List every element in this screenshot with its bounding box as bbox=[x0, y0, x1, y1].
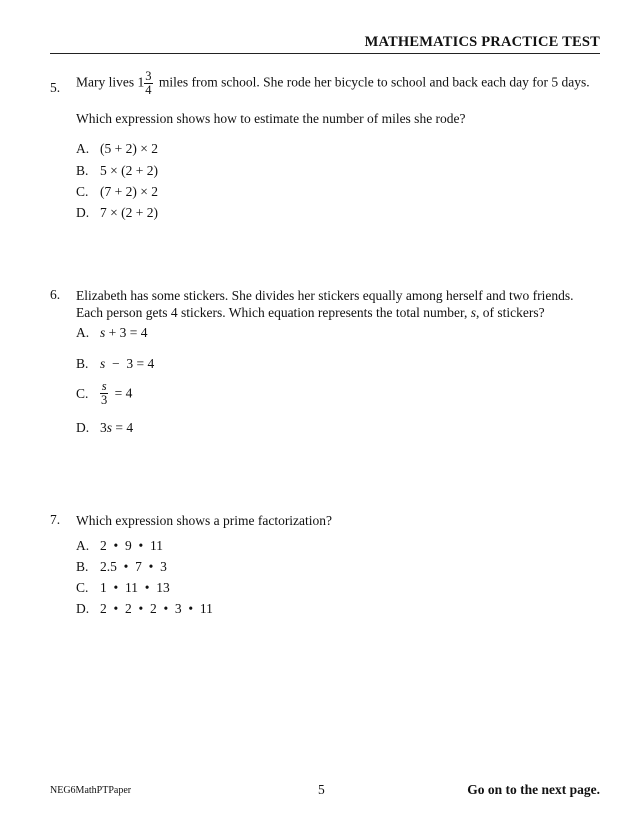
option-coefficient: 3 bbox=[100, 420, 107, 435]
option-variable: s bbox=[106, 420, 113, 435]
question-5-option-b[interactable] bbox=[76, 163, 158, 179]
footer-next-page-note: Go on to the next page. bbox=[467, 782, 600, 797]
question-7-number: 7. bbox=[50, 512, 61, 527]
question-7-option-d[interactable] bbox=[76, 601, 213, 617]
option-variable: s bbox=[100, 325, 106, 340]
question-5-option-c[interactable] bbox=[76, 184, 158, 200]
option-letter: A. bbox=[76, 325, 90, 340]
fraction-numerator: s bbox=[101, 379, 107, 393]
option-text: 2 • 2 • 2 • 3 • 11 bbox=[100, 601, 213, 616]
question-7-stem: Which expression shows a prime factorization? bbox=[76, 513, 333, 528]
fraction-numerator: 3 bbox=[145, 69, 152, 83]
option-letter: D. bbox=[76, 205, 90, 220]
option-text: + 3 = 4 bbox=[105, 325, 148, 340]
option-letter: A. bbox=[76, 141, 90, 156]
question-7-option-b[interactable] bbox=[76, 559, 167, 575]
mixed-number-fraction bbox=[144, 70, 152, 97]
question-6-text-a: Elizabeth has some stickers. She divides her stickers equally among herself and two friends. Each person gets 4 stickers. Which equation represents the total number, bbox=[76, 288, 574, 320]
option-fraction bbox=[100, 380, 108, 407]
option-text: − 3 = 4 bbox=[105, 356, 155, 371]
fraction-denominator: 3 bbox=[101, 393, 108, 407]
question-6-option-a[interactable] bbox=[76, 325, 148, 341]
question-6-option-c[interactable] bbox=[76, 380, 132, 407]
option-letter: B. bbox=[76, 356, 89, 371]
option-text: 2 • 9 • 11 bbox=[100, 538, 163, 553]
option-letter: D. bbox=[76, 420, 90, 435]
question-6-option-b[interactable] bbox=[76, 356, 154, 372]
question-7-option-a[interactable] bbox=[76, 538, 163, 554]
footer-document-code: NEG6MathPTPaper bbox=[50, 785, 132, 796]
option-text: = 4 bbox=[112, 420, 134, 435]
question-5-stem bbox=[76, 70, 596, 97]
option-variable: s bbox=[100, 356, 106, 371]
option-letter: C. bbox=[76, 184, 89, 199]
fraction-denominator: 4 bbox=[145, 83, 152, 97]
question-5-option-a[interactable] bbox=[76, 141, 158, 157]
option-letter: D. bbox=[76, 601, 90, 616]
question-6-stem bbox=[76, 287, 596, 321]
option-text: 2.5 • 7 • 3 bbox=[100, 559, 167, 574]
footer-page-number: 5 bbox=[318, 782, 325, 797]
option-letter: C. bbox=[76, 385, 89, 401]
option-letter: B. bbox=[76, 559, 89, 574]
option-text: (7 + 2) × 2 bbox=[100, 184, 158, 199]
question-6-number: 6. bbox=[50, 287, 61, 302]
question-5-option-d[interactable] bbox=[76, 205, 158, 221]
option-letter: B. bbox=[76, 163, 89, 178]
option-text: 1 • 11 • 13 bbox=[100, 580, 170, 595]
option-letter: C. bbox=[76, 580, 89, 595]
question-6-text-b: , of stickers? bbox=[475, 305, 545, 320]
header-divider bbox=[50, 53, 600, 54]
question-5-number: 5. bbox=[50, 80, 61, 95]
question-5-prompt: Which expression shows how to estimate the number of miles she rode? bbox=[76, 111, 466, 126]
variable-s: s bbox=[470, 305, 476, 320]
question-5-text-b: miles from school. She rode her bicycle to school and back each day for 5 days. bbox=[155, 74, 590, 90]
option-letter: A. bbox=[76, 538, 90, 553]
question-7-option-c[interactable] bbox=[76, 580, 170, 596]
option-text: = 4 bbox=[111, 385, 133, 401]
option-text: 5 × (2 + 2) bbox=[100, 163, 158, 178]
question-5-text-a: Mary lives 1 bbox=[76, 74, 145, 90]
option-text: 7 × (2 + 2) bbox=[100, 205, 158, 220]
option-text: (5 + 2) × 2 bbox=[100, 141, 158, 156]
question-6-option-d[interactable] bbox=[76, 420, 133, 436]
page-header-title: MATHEMATICS PRACTICE TEST bbox=[364, 34, 600, 50]
